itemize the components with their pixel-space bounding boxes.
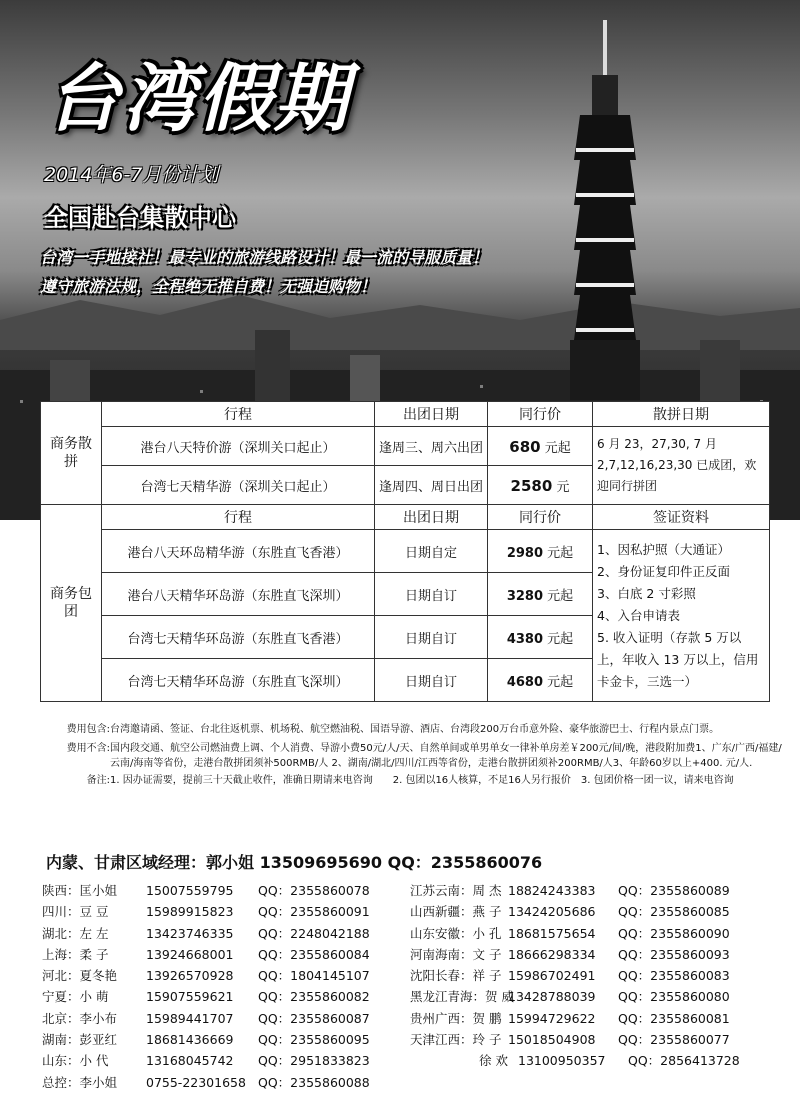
- date-cell: 逢周三、周六出团: [375, 427, 488, 466]
- header-schedule: 散拼日期: [593, 402, 770, 427]
- header-date: 出团日期: [375, 505, 488, 530]
- route-cell: 台湾七天精华环岛游（东胜直飞深圳）: [102, 659, 375, 702]
- visa-item: 2、身份证复印件正反面: [597, 563, 730, 579]
- note-include: [52, 722, 782, 737]
- page-title: 台湾假期: [46, 56, 350, 142]
- contact-row: 徐 欢 13100950357 QQ：2856413728: [479, 1053, 740, 1069]
- price-cell: 2580 元: [488, 466, 593, 505]
- fee-notes: [52, 722, 782, 788]
- contact-row: 湖南：彭亚红 18681436669 QQ：2355860095: [42, 1032, 370, 1048]
- section-scatter: 商务散拼: [41, 402, 102, 505]
- header-price: 同行价: [488, 505, 593, 530]
- slogan-quality: 台湾一手地接社！最专业的旅游线路设计！最一流的导服质量！: [40, 248, 489, 267]
- price-cell: 2980 元起: [488, 530, 593, 573]
- table-row: [41, 427, 770, 466]
- contact-row: 河南海南：文 子 18666298334 QQ：2355860093: [410, 946, 730, 962]
- contact-list-left: [42, 880, 388, 1093]
- contact-row: 贵州广西：贺 鹏 15994729622 QQ：2355860081: [410, 1010, 730, 1026]
- center-subtitle: 全国赴台集散中心: [44, 203, 236, 232]
- header-date: 出团日期: [375, 402, 488, 427]
- contact-row: 宁夏：小 萌 15907559621 QQ：2355860082: [42, 989, 370, 1005]
- table-row: [41, 530, 770, 573]
- note-text: 国内段交通、航空公司燃油费上调、个人消费、导游小费50元/人/天、自然单间或单男单女一律补单房差￥200元/间/晚，港段附加费1、广东/广西/福建/云南/海南等省份，走港台散拼团须补500RMB/人 2、湖南/湖北/四川/江西等省份，走港台散拼团须补200RMB/人3、年龄60岁以上+400. 元/人.: [110, 743, 782, 769]
- slogan-no-shopping: 遵守旅游法规，全程绝无推自费！无强迫购物！: [40, 277, 377, 296]
- contact-row: 北京：李小布 15989441707 QQ：2355860087: [42, 1010, 370, 1026]
- plan-subtitle: 2014年6-7月份计划: [44, 164, 219, 186]
- visa-requirements: [593, 530, 770, 702]
- contact-row: 山西新疆：燕 子 13424205686 QQ：2355860085: [410, 904, 730, 920]
- contact-row: 沈阳长春：祥 子 15986702491 QQ：2355860083: [410, 968, 730, 984]
- visa-item: 5. 收入证明（存款 5 万以上，年收入 13 万以上，信用卡金卡，三选一）: [597, 629, 759, 689]
- note-exclude: [52, 741, 782, 771]
- header-route: 行程: [102, 505, 375, 530]
- note-text: 1. 因办证需要，提前三十天截止收件，准确日期请来电咨询 2. 包团以16人核算，不足16人另行报价 3. 包团价格一团一议，请来电咨询: [110, 775, 734, 786]
- header-route: 行程: [102, 402, 375, 427]
- route-cell: 港台八天精华环岛游（东胜直飞深圳）: [102, 573, 375, 616]
- contact-row: 河北：夏冬艳 13926570928 QQ：1804145107: [42, 968, 370, 984]
- price-cell: 680 元起: [488, 427, 593, 466]
- note-remark: [52, 773, 782, 788]
- taipei101-tower: [560, 20, 650, 400]
- note-label: 备注:: [86, 775, 110, 786]
- note-text: 台湾邀请函、签证、台北往返机票、机场税、航空燃油税、国语导游、酒店、台湾段200万台币意外险、豪华旅游巴士、行程内景点门票。: [110, 724, 720, 735]
- contact-row: 天津江西：玲 子 15018504908 QQ：2355860077: [410, 1032, 730, 1048]
- header-visa: 签证资料: [593, 505, 770, 530]
- price-cell: 3280 元起: [488, 573, 593, 616]
- contact-row: 总控：李小姐 0755-22301658 QQ：2355860088: [42, 1074, 370, 1090]
- contact-row: 山东安徽：小 孔 18681575654 QQ：2355860090: [410, 925, 730, 941]
- schedule-cell: 6 月 23，27,30, 7 月 2,7,12,16,23,30 已成团，欢迎同行拼团: [593, 427, 770, 505]
- note-label: 费用包含:: [66, 724, 110, 735]
- date-cell: 日期自定: [375, 530, 488, 573]
- contact-row: 上海：柔 子 13924668001 QQ：2355860084: [42, 946, 370, 962]
- date-cell: 日期自订: [375, 659, 488, 702]
- contact-row: 山东：小 代 13168045742 QQ：2951833823: [42, 1053, 370, 1069]
- route-cell: 港台八天特价游（深圳关口起止）: [102, 427, 375, 466]
- contact-row: 陕西：匡小姐 15007559795 QQ：2355860078: [42, 883, 370, 898]
- contact-row: 湖北：左 左 13423746335 QQ：2248042188: [42, 925, 370, 941]
- date-cell: 日期自订: [375, 573, 488, 616]
- price-cell: 4680 元起: [488, 659, 593, 702]
- visa-item: 3、白底 2 寸彩照: [597, 585, 696, 601]
- date-cell: 逢周四、周日出团: [375, 466, 488, 505]
- tour-price-table: [40, 401, 770, 702]
- visa-item: 4、入台申请表: [597, 607, 680, 623]
- contact-row: 四川：豆 豆 15989915823 QQ：2355860091: [42, 904, 370, 920]
- contact-list-right: [410, 880, 758, 1072]
- price-cell: 4380 元起: [488, 616, 593, 659]
- header-price: 同行价: [488, 402, 593, 427]
- visa-item: 1、因私护照（大通证）: [597, 541, 730, 557]
- contact-row: 黑龙江青海：贺 威 13428788039 QQ：2355860080: [410, 989, 730, 1005]
- section-package: 商务包团: [41, 505, 102, 702]
- note-label: 费用不含:: [66, 743, 110, 754]
- route-cell: 台湾七天精华环岛游（东胜直飞香港）: [102, 616, 375, 659]
- date-cell: 日期自订: [375, 616, 488, 659]
- contact-row: 江苏云南：周 杰 18824243383 QQ：2355860089: [410, 883, 730, 898]
- regional-manager: 内蒙、甘肃区域经理：郭小姐 13509695690 QQ：2355860076: [46, 853, 543, 872]
- route-cell: 台湾七天精华游（深圳关口起止）: [102, 466, 375, 505]
- route-cell: 港台八天环岛精华游（东胜直飞香港）: [102, 530, 375, 573]
